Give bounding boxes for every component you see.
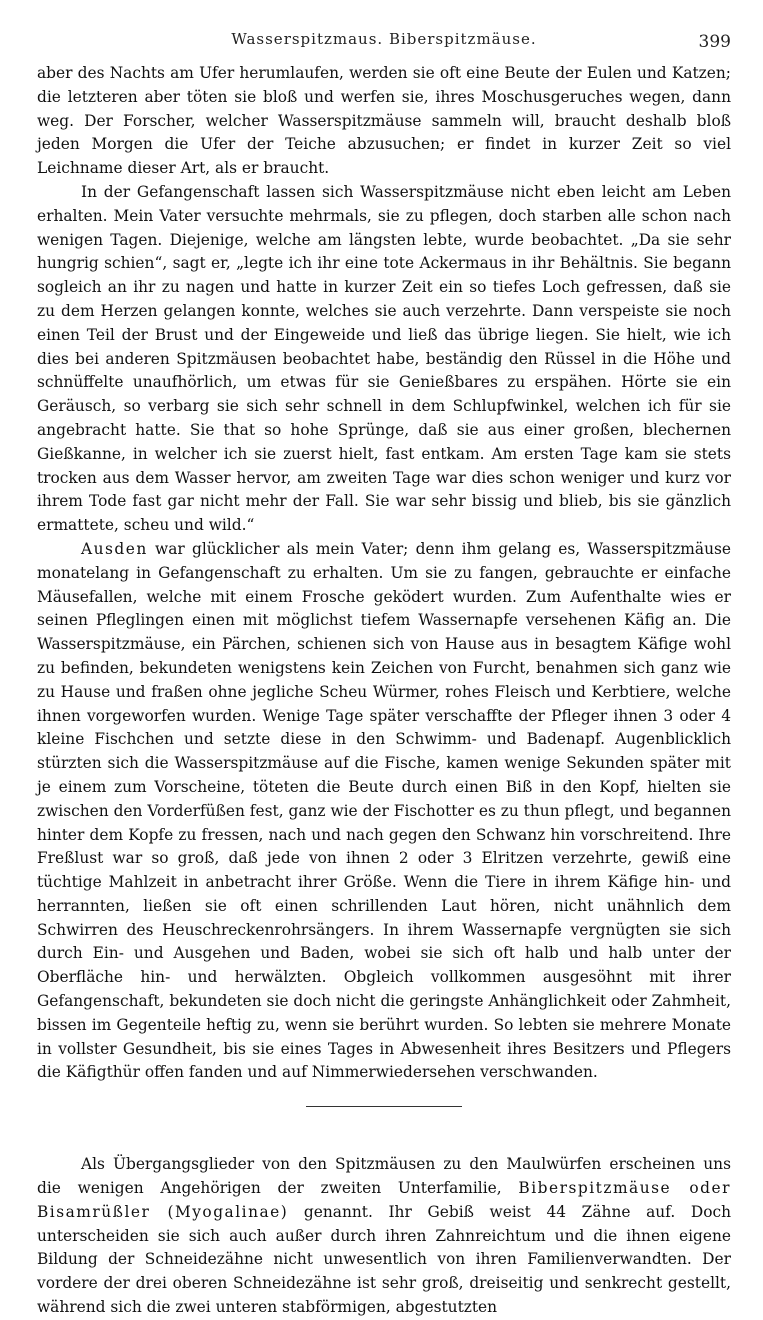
body-text [37,62,731,1320]
paragraph-ausden-text: war glücklicher als mein Vater; denn ihm gelang es, Wasserspitzmäuse monatelang in Gefangenschaft zu erhalten. Um sie zu fangen, gebrauchte er einfache Mäusefallen, welche mit einem Frosche geködert wurden. Zum Aufenthalte wies er seinen Pfleglingen einen mit möglichst tiefem Wassernapfe versehenen Käfig an. Die Wasserspitzmäuse, ein Pärchen, schienen sich von Hause aus in besagtem Käfige wohl zu befinden, bekundeten wenigstens kein Zeichen von Furcht, benahmen sich ganz wie zu Hause und fraßen ohne jegliche Scheu Würmer, rohes Fleisch und Kerbtiere, welche ihnen vorgeworfen wurden. Wenige Tage später verschaffte der Pfleger ihnen 3 oder 4 kleine Fischchen und setzte diese in den Schwimm- und Badenapf. Augenblicklich stürzten sich die Wasserspitzmäuse auf die Fische, kamen wenige Sekunden später mit je einem zum Vorscheine, töteten die Beute durch einen Biß in den Kopf, hielten sie zwischen den Vorderfüßen fest, ganz wie der Fischotter es zu thun pflegt, und begannen hinter dem Kopfe zu fressen, nach und nach gegen den Schwanz hin vorschreitend. Ihre Freßlust war so groß, daß jede von ihnen 2 oder 3 Elritzen verzehrte, gewiß eine tüchtige Mahlzeit in anbetracht ihrer Größe. Wenn die Tiere in ihrem Käfige hin- und herrannten, ließen sie oft einen schrillenden Laut hören, nicht unähnlich dem Schwirren des Heuschreckenrohrsängers. In ihrem Wassernapfe vergnügten sie sich durch Ein- und Ausgehen und Baden, wobei sie sich oft halb und halb unter der Oberfläche hin- und herwälzten. Obgleich vollkommen ausgesöhnt mit ihrer Gefangenschaft, bekundeten sie doch nicht die geringste Anhänglichkeit oder Zahmheit, bissen im Gegenteile heftig zu, wenn sie berührt wurden. So lebten sie mehrere Monate in vollster Gesundheit, bis sie eines Tages in Abwesenheit ihres Besitzers und Pflegers die Käfigthür offen fanden und auf Nimmerwiedersehen verschwanden. [37,539,731,1082]
paragraph-myogalinae [37,1153,731,1320]
taxon-name-myogalinae: Biberspitzmäuse oder Bisamrüßler (Myogalinae) [37,1179,731,1221]
page-header [37,26,731,56]
paragraph-continuation: aber des Nachts am Ufer herumlaufen, werden sie oft eine Beute der Eulen und Katzen; die letzteren aber töten sie bloß und werfen sie, ihres Moschusgeruches wegen, dann weg. Der Forscher, welcher Wasserspitzmäuse sammeln will, braucht deshalb bloß jeden Morgen die Ufer der Teiche abzusuchen; er findet in kurzer Zeit so viel Leichname dieser Art, als er braucht. [37,64,731,178]
page-number: 399 [698,32,731,52]
person-name-ausden: Ausden [81,539,148,558]
paragraph-myogalinae-text-a: Als Übergangsglieder von den Spitzmäusen zu den Maulwürfen erscheinen uns die wenigen Angehörigen der zweiten Unterfamilie, [37,1155,731,1198]
paragraph-ausden [37,538,731,1085]
section-divider [306,1106,462,1107]
paragraph-myogalinae-text-b: genannt. Ihr Gebiß weist 44 Zähne auf. Doch unterscheiden sie sich auch außer durch ihren Zahnreichtum und die ihnen eigene Bildung der Schneidezähne nicht unwesentlich von ihren Familienverwandten. Der vordere der drei oberen Schneidezähne ist sehr groß, dreiseitig und senkrecht gestellt, während sich die zwei unteren stabförmigen, abgestutzten [37,1202,731,1317]
paragraph-captivity: In der Gefangenschaft lassen sich Wasserspitzmäuse nicht eben leicht am Leben erhalten. Mein Vater versuchte mehrmals, sie zu pflegen, doch starben alle schon nach wenigen Tagen. Diejenige, welche am längsten lebte, wurde beobachtet. „Da sie sehr hungrig schien“, sagt er, „legte ich ihr eine tote Ackermaus in ihr Behältnis. Sie begann sogleich an ihr zu nagen und hatte in kurzer Zeit ein so tiefes Loch gefressen, daß sie zu dem Herzen gelangen konnte, welches sie auch verzehrte. Dann verspeiste sie noch einen Teil der Brust und der Eingeweide und ließ das übrige liegen. Sie hielt, wie ich dies bei anderen Spitzmäusen beobachtet habe, beständig den Rüssel in die Höhe und schnüffelte unaufhörlich, um etwas für sie Genießbares zu erspähen. Hörte sie ein Geräusch, so verbarg sie sich sehr schnell in dem Schlupfwinkel, welchen ich für sie angebracht hatte. Sie that so hohe Sprünge, daß sie aus einer großen, blechernen Gießkanne, in welcher ich sie zuerst hielt, fast entkam. Am ersten Tage kam sie stets trocken aus dem Wasser hervor, am zweiten Tage war dies schon weniger und kurz vor ihrem Tode fast gar nicht mehr der Fall. Sie war sehr bissig und blieb, bis sie gänzlich ermattete, scheu und wild.“ [37,182,731,535]
running-head: Wasserspitzmaus. Biberspitzmäuse. [231,30,537,48]
